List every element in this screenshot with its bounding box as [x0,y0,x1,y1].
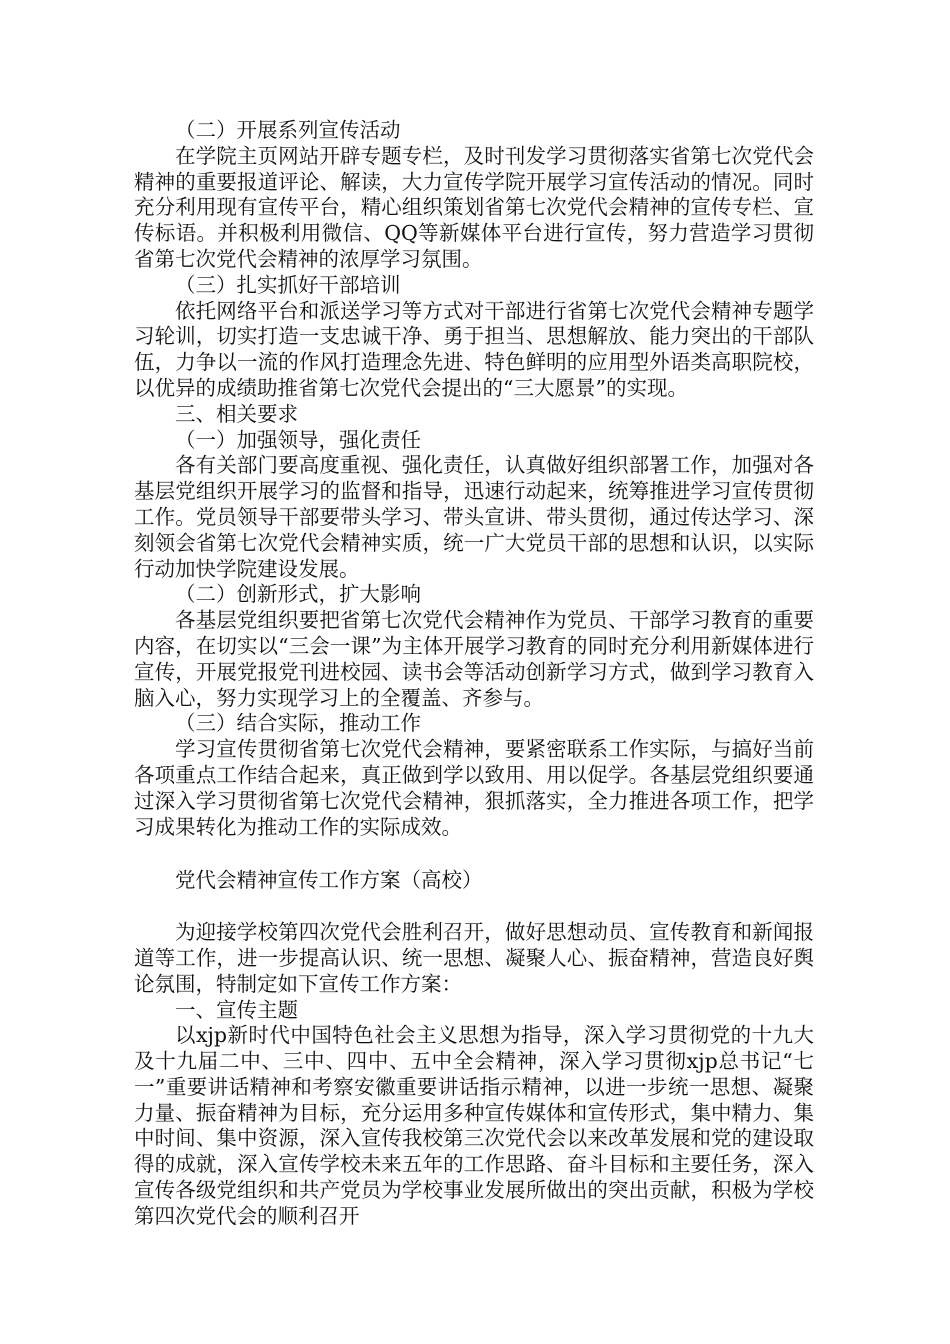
paragraph-leadership: 各有关部门要高度重视、强化责任，认真做好组织部署工作，加强对各基层党组织开展学习的监督和指导，迅速行动起来，统筹推进学习宣传贯彻工作。党员领导干部要带头学习、带头宣讲、带头贯彻，通过传达学习、深刻领会省第七次党代会精神实质，统一广大党员干部的思想和认识，以实际行动加快学院建设发展。 [134,453,814,581]
section-heading-3-3: （三）结合实际，推动工作 [175,711,421,736]
blank-line [134,894,814,920]
paragraph-practice: 学习宣传贯彻省第七次党代会精神，要紧密联系工作实际，与搞好当前各项重点工作结合起来，真正做到学以致用、用以促学。各基层党组织要通过深入学习贯彻省第七次党代会精神，狠抓落实，全力推进各项工作，把学习成果转化为推动工作的实际成效。 [134,737,814,839]
paragraph-innovation: 各基层党组织要把省第七次党代会精神作为党员、干部学习教育的重要内容，在切实以“三会一课”为主体开展学习教育的同时充分利用新媒体进行宣传，开展党报党刊进校园、读书会等活动创新学习方式，做到学习教育入脑入心，努力实现学习上的全覆盖、齐参与。 [134,608,814,710]
document-page [134,118,814,1230]
blank-line [134,840,814,868]
section-heading-1: 一、宣传主题 [175,997,298,1022]
paragraph-intro: 为迎接学校第四次党代会胜利召开，做好思想动员、宣传教育和新闻报道等工作，进一步提高认识、统一思想、凝聚人心、振奋精神，营造良好舆论氛围，特制定如下宣传工作方案： [134,920,814,996]
document-title: 党代会精神宣传工作方案（高校） [175,868,483,893]
paragraph-cadre-training: 依托网络平台和派送学习等方式对干部进行省第七次党代会精神专题学习轮训，切实打造一支忠诚干净、勇于担当、思想解放、能力突出的干部队伍，力争以一流的作风打造理念先进、特色鲜明的应用型外语类高职院校，以优异的成绩助推省第七次党代会提出的“三大愿景”的实现。 [134,298,814,400]
section-heading-3-2: （二）创新形式，扩大影响 [175,582,421,607]
section-heading-3-1: （一）加强领导，强化责任 [175,427,421,452]
paragraph-theme: 以xjp新时代中国特色社会主义思想为指导，深入学习贯彻党的十九大及十九届二中、三中、四中、五中全会精神，深入学习贯彻xjp总书记“七一”重要讲话精神和考察安徽重要讲话指示精神，以进一步统一思想、凝聚力量、振奋精神为目标，充分运用多种宣传媒体和宣传形式，集中精力、集中时间、集中资源，深入宣传我校第三次党代会以来改革发展和党的建设取得的成就，深入宣传学校未来五年的工作思路、奋斗目标和主要任务，深入宣传各级党组织和共产党员为学校事业发展所做出的突出贡献，积极为学校第四次党代会的顺利召开 [134,1023,814,1228]
paragraph-publicity-activities: 在学院主页网站开辟专题专栏，及时刊发学习贯彻落实省第七次党代会精神的重要报道评论、解读，大力宣传学院开展学习宣传活动的情况。同时充分利用现有宣传平台，精心组织策划省第七次党代会精神的宣传专栏、宣传标语。并积极利用微信、QQ等新媒体平台进行宣传，努力营造学习贯彻省第七次党代会精神的浓厚学习氛围。 [134,143,814,271]
section-heading-2-2: （二）开展系列宣传活动 [175,118,401,142]
section-heading-3: 三、相关要求 [175,401,298,426]
section-heading-2-3: （三）扎实抓好干部培训 [175,272,401,297]
